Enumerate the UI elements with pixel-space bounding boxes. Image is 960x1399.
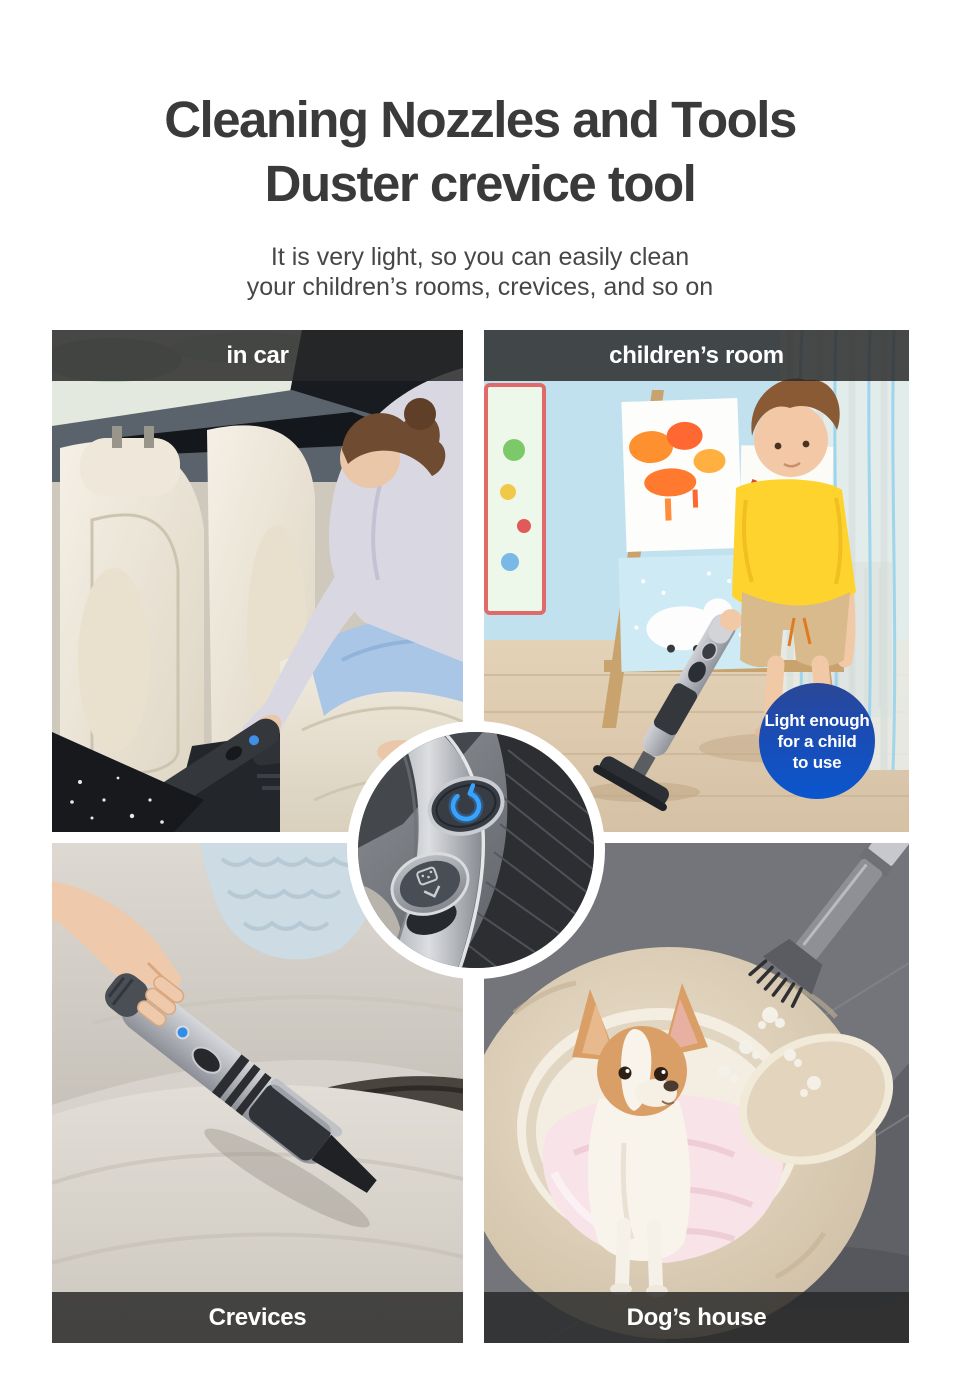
photo-label-in-car: in car bbox=[52, 330, 463, 381]
photo-label-crevices: Crevices bbox=[52, 1292, 463, 1343]
badge-line-2: for a child bbox=[777, 731, 857, 751]
subtitle-line-1: It is very light, so you can easily clean bbox=[270, 243, 690, 271]
page-title bbox=[0, 88, 960, 216]
subtitle-line-2: your children’s rooms, crevices, and so on bbox=[246, 273, 714, 301]
page-subtitle bbox=[0, 242, 960, 302]
title-line-1: Cleaning Nozzles and Tools bbox=[164, 91, 796, 148]
photo-label-dogs-house: Dog’s house bbox=[484, 1292, 909, 1343]
badge-line-3: to use bbox=[792, 752, 842, 772]
title-line-2: Duster crevice tool bbox=[264, 155, 696, 212]
badge-line-1: Light enough bbox=[764, 710, 870, 730]
header bbox=[0, 88, 960, 302]
closeup-illustration bbox=[358, 732, 594, 968]
vacuum-buttons-closeup bbox=[347, 721, 605, 979]
child-use-badge bbox=[759, 683, 875, 799]
photo-label-childrens-room: children’s room bbox=[484, 330, 909, 381]
